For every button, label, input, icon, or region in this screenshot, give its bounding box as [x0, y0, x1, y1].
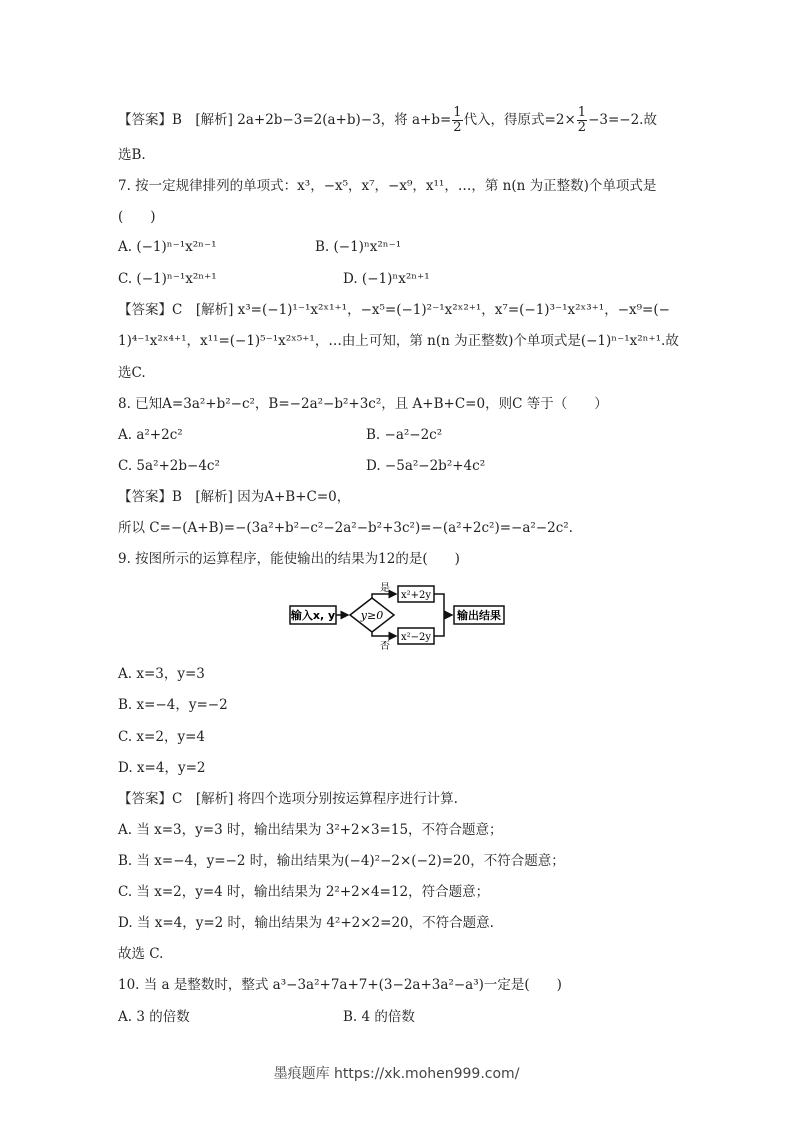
option-9b: B. x=−4，y=−2	[118, 697, 228, 713]
option-10a: A. 3 的倍数	[118, 1009, 190, 1025]
frac-den: 2	[577, 120, 587, 135]
option-7a: A. (−1)ⁿ⁻¹x²ⁿ⁻¹	[118, 239, 217, 255]
question-9: 9. 按图所示的运算程序，能使输出的结果为12的是( )	[118, 551, 460, 567]
flowchart-svg	[288, 582, 508, 652]
option-9c: C. x=2，y=4	[118, 729, 205, 745]
option-8c: C. 5a²+2b−4c²	[118, 458, 220, 474]
question-7-paren: ( )	[118, 209, 156, 225]
yes-label: 是	[380, 583, 390, 594]
frac-den: 2	[453, 120, 462, 135]
answer-7-line1: 【答案】C [解析] x³=(−1)¹⁻¹x²ˣ¹⁺¹，−x⁵=(−1)²⁻¹x²ˣ²⁺¹，x⁷=(−1)³⁻¹x²ˣ³⁺¹，−x⁹=(−	[118, 302, 670, 318]
option-7c: C. (−1)ⁿ⁻¹x²ⁿ⁺¹	[118, 271, 217, 287]
option-7d: D. (−1)ⁿx²ⁿ⁺¹	[343, 271, 430, 287]
footer-watermark: 墨痕题库 https://xk.mohen999.com/	[273, 1066, 520, 1082]
answer-9-b: B. 当 x=−4，y=−2 时，输出结果为(−4)²−2×(−2)=20，不符合题意；	[118, 853, 565, 869]
option-9a: A. x=3，y=3	[118, 666, 205, 682]
answer-7-line2: 1)⁴⁻¹x²ˣ⁴⁺¹，x¹¹=(−1)⁵⁻¹x²ˣ⁵⁺¹，…由上可知，第 n(n 为正整数)个单项式是(−1)ⁿ⁻¹x²ⁿ⁺¹.故	[118, 333, 679, 349]
option-9d: D. x=4，y=2	[118, 760, 206, 776]
answer-6-mid: 代入，得原式=2×	[463, 112, 576, 128]
answer-9-d: D. 当 x=4，y=2 时，输出结果为 4²+2×2=20，不符合题意.	[118, 915, 494, 931]
frac-num: 1	[453, 105, 462, 120]
no-expr: x²−2y	[400, 632, 432, 643]
yes-expr: x²+2y	[400, 590, 432, 601]
answer-9-a: A. 当 x=3，y=3 时，输出结果为 3²+2×3=15，不符合题意；	[118, 822, 503, 838]
arrow-yes	[372, 594, 396, 598]
arrow-no	[372, 632, 396, 636]
answer-7-line3: 选C.	[118, 365, 146, 381]
answer-6-line	[118, 106, 657, 135]
question-8: 8. 已知A=3a²+b²−c²，B=−2a²−b²+3c²，且 A+B+C=0，则C 等于（ ）	[118, 396, 608, 412]
answer-6-end: −3=−2.故	[588, 112, 657, 128]
option-8d: D. −5a²−2b²+4c²	[366, 458, 486, 474]
flowchart	[288, 582, 508, 652]
input-label: 输入x, y	[290, 609, 336, 622]
answer-6-text: 【答案】B [解析] 2a+2b−3=2(a+b)−3，将 a+b=	[118, 112, 452, 128]
answer-9-c: C. 当 x=2，y=4 时，输出结果为 2²+2×4=12，符合题意；	[118, 884, 490, 900]
option-8a: A. a²+2c²	[118, 427, 183, 443]
frac-num: 1	[577, 105, 587, 120]
answer-9-conclusion: 故选 C.	[118, 946, 164, 962]
question-7: 7. 按一定规律排列的单项式：x³，−x⁵，x⁷，−x⁹，x¹¹，…，第 n(n 为正整数)个单项式是	[118, 178, 657, 194]
condition-label: y≥0	[360, 609, 384, 622]
answer-8-line1: 【答案】B [解析] 因为A+B+C=0，	[118, 489, 351, 505]
fraction-half-2	[577, 106, 587, 135]
no-label: 否	[380, 641, 390, 652]
output-label: 输出结果	[457, 609, 501, 622]
question-10: 10. 当 a 是整数时，整式 a³−3a²+7a+7+(3−2a+3a²−a³)一定是( )	[118, 977, 562, 993]
fraction-half-1	[452, 106, 462, 135]
option-10b: B. 4 的倍数	[343, 1009, 415, 1025]
merge-line	[434, 594, 444, 636]
answer-9-line1: 【答案】C [解析] 将四个选项分别按运算程序进行计算.	[118, 791, 458, 807]
answer-6-cont: 选B.	[118, 147, 146, 163]
option-8b: B. −a²−2c²	[366, 427, 443, 443]
answer-8-line2: 所以 C=−(A+B)=−(3a²+b²−c²−2a²−b²+3c²)=−(a²+2c²)=−a²−2c².	[118, 520, 573, 536]
option-7b: B. (−1)ⁿx²ⁿ⁻¹	[315, 239, 402, 255]
